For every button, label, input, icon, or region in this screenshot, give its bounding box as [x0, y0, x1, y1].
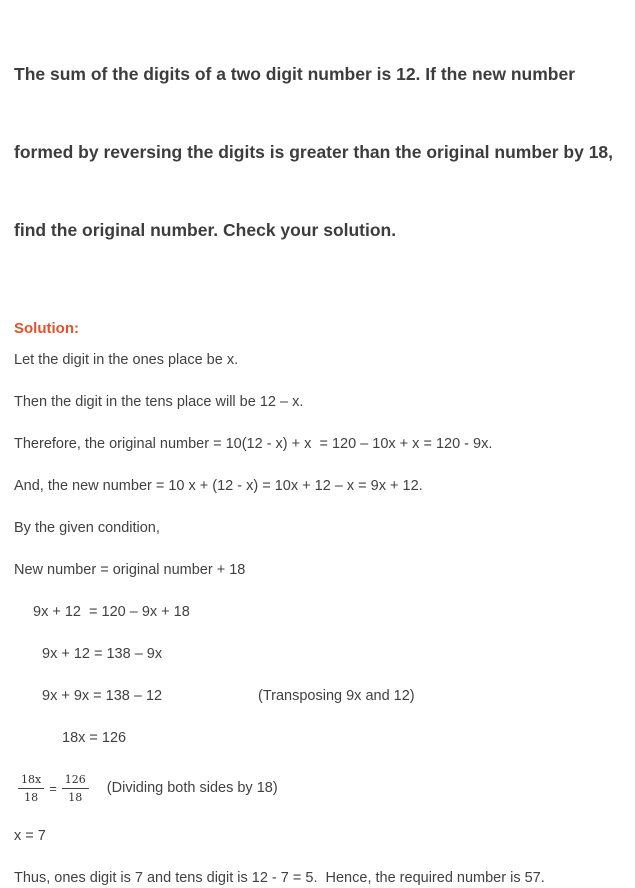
fraction-lhs-denominator: 18	[24, 790, 39, 804]
equation-3-note: (Transposing 9x and 12)	[258, 688, 415, 704]
fraction-note: (Dividing both sides by 18)	[106, 780, 278, 796]
question-line-1: The sum of the digits of a two digit number is 12. If the new number	[14, 64, 576, 84]
fraction-rhs	[62, 773, 89, 804]
question-text	[14, 9, 621, 295]
equation-3-row	[42, 686, 621, 706]
step-condition: By the given condition,	[14, 520, 160, 536]
conclusion: Thus, ones digit is 7 and tens digit is 12 - 7 = 5. Hence, the required number is 57.	[14, 870, 545, 886]
equation-3: 9x + 9x = 138 – 12	[42, 688, 163, 704]
step-original-number: Therefore, the original number = 10(12 - x) + x = 120 – 10x + x = 120 - 9x.	[14, 436, 493, 452]
question-line-3: find the original number. Check your solution.	[14, 220, 397, 240]
equation-1: 9x + 12 = 120 – 9x + 18	[33, 604, 190, 620]
step-tens-place: Then the digit in the tens place will be 12 – x.	[14, 394, 304, 410]
step-equation-setup: New number = original number + 18	[14, 562, 246, 578]
result-x-value: x = 7	[14, 828, 46, 844]
fraction-rhs-numerator: 126	[62, 773, 89, 789]
fraction-equals-sign: =	[49, 780, 57, 796]
fraction-equation-row	[18, 770, 621, 806]
fraction-lhs-numerator: 18x	[18, 773, 44, 789]
step-ones-place: Let the digit in the ones place be x.	[14, 352, 239, 368]
equation-4: 18x = 126	[62, 730, 127, 746]
equation-2: 9x + 12 = 138 – 9x	[42, 646, 163, 662]
question-line-2: formed by reversing the digits is greater than the original number by 18,	[14, 142, 614, 162]
solution-label: Solution:	[14, 320, 79, 337]
fraction-lhs	[18, 773, 44, 804]
step-new-number: And, the new number = 10 x + (12 - x) = 10x + 12 – x = 9x + 12.	[14, 478, 423, 494]
fraction-rhs-denominator: 18	[68, 790, 83, 804]
